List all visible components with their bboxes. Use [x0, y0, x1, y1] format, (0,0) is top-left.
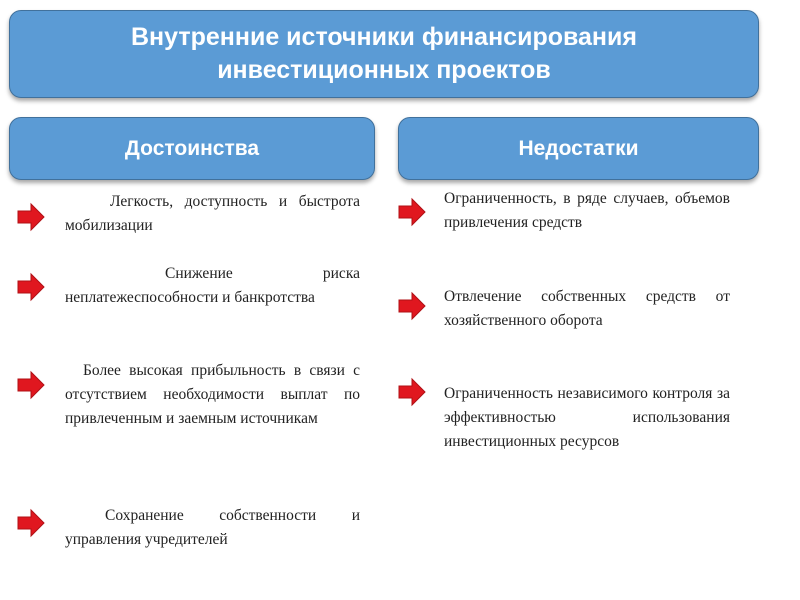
- disadvantage-text: Отвлечение собственных средств от хозяйственного оборота: [444, 288, 730, 329]
- advantage-text: Снижение риска неплатежеспособности и банкротства: [65, 265, 360, 306]
- red-arrow-icon: [16, 202, 46, 232]
- advantage-text: Легкость, доступность и быстрота мобилизации: [65, 193, 360, 234]
- red-arrow-icon: [16, 272, 46, 302]
- red-arrow-icon: [16, 508, 46, 538]
- advantage-text: Более высокая прибыльность в связи с отсутствием необходимости выплат по привлеченным и заемным источникам: [65, 362, 360, 427]
- red-arrow-icon: [16, 370, 46, 400]
- disadvantage-text: Ограниченность, в ряде случаев, объемов привлечения средств: [444, 190, 730, 231]
- disadvantage-text: Ограниченность независимого контроля за эффективностью использования инвестиционных ресурсов: [444, 385, 730, 450]
- disadvantages-header: Недостатки: [398, 117, 759, 180]
- advantage-text: Сохранение собственности и управления учредителей: [65, 507, 360, 548]
- red-arrow-icon: [397, 197, 427, 227]
- advantages-header: Достоинства: [9, 117, 375, 180]
- main-title: Внутренние источники финансирования инвестиционных проектов: [9, 10, 759, 98]
- red-arrow-icon: [397, 377, 427, 407]
- red-arrow-icon: [397, 291, 427, 321]
